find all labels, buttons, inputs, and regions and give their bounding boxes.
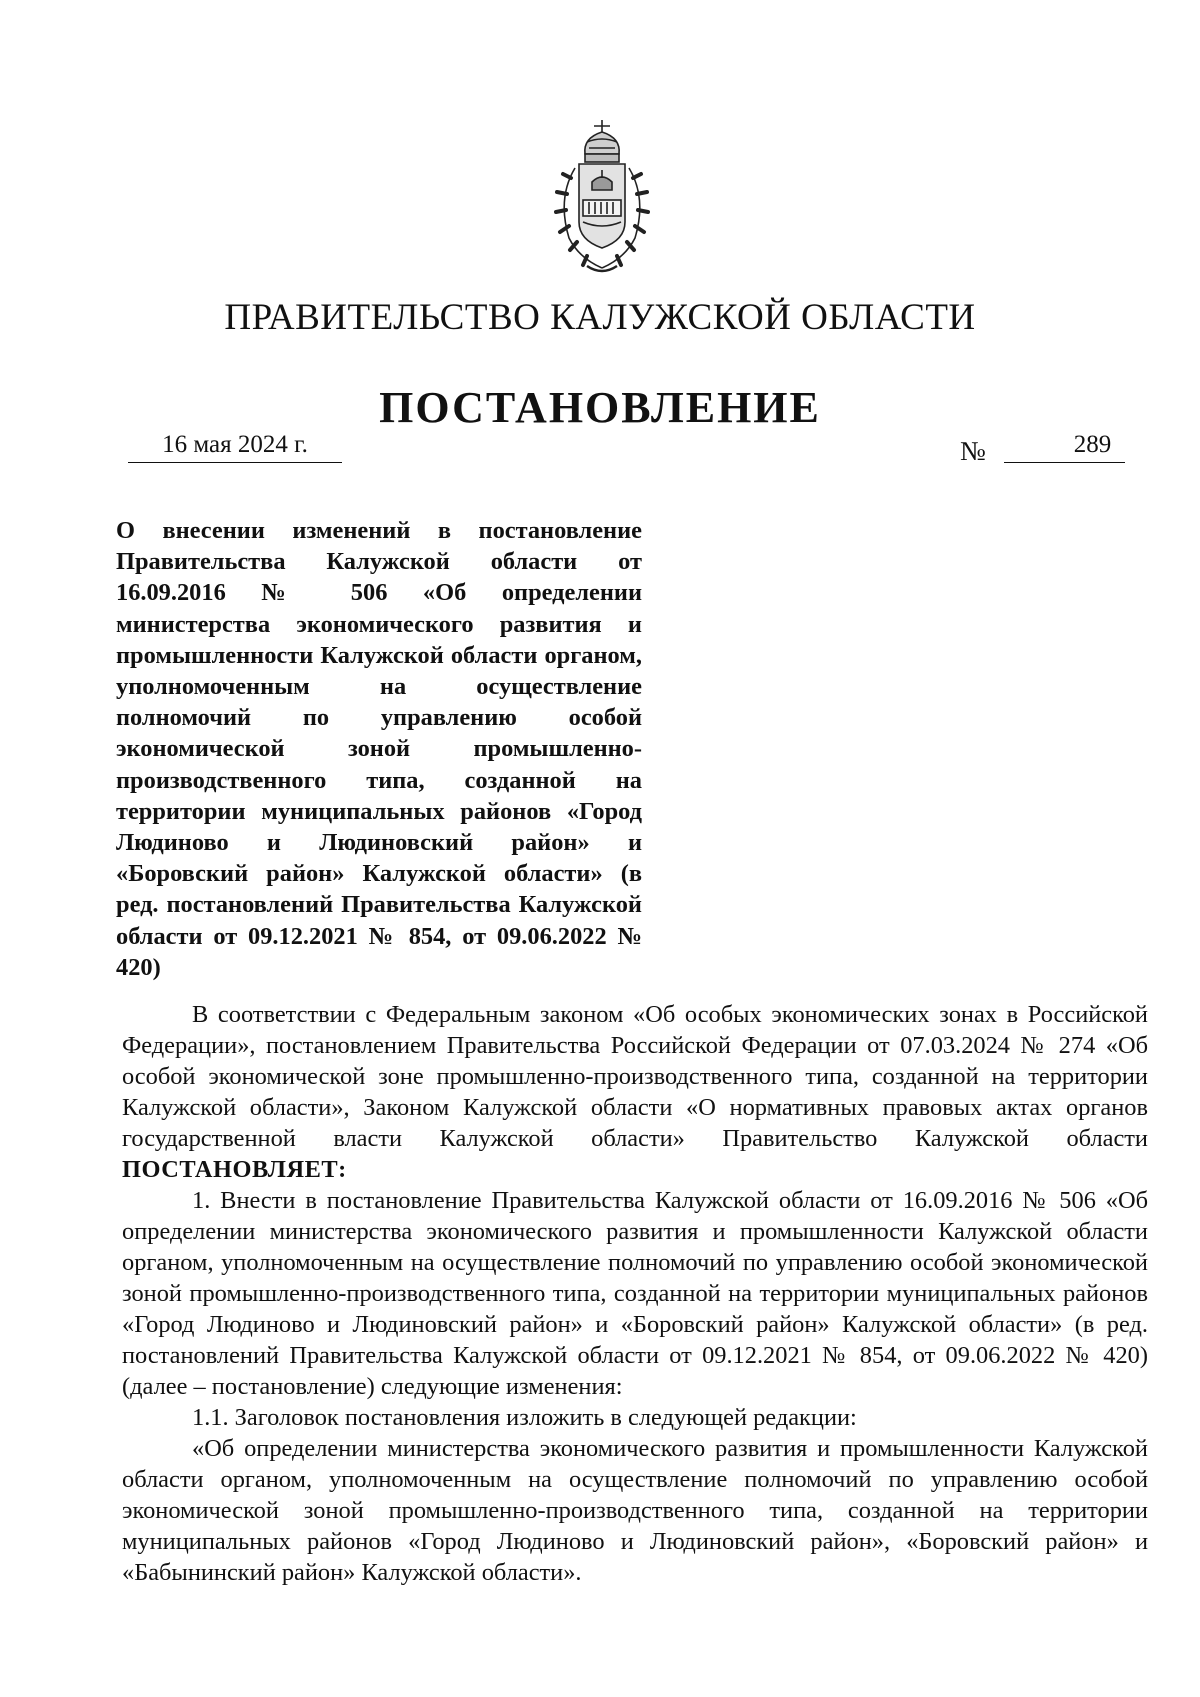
item-1-1-paragraph: 1.1. Заголовок постановления изложить в следующей редакции: — [192, 1404, 857, 1431]
document-number-line — [1004, 428, 1125, 463]
new-title-paragraph: «Об определении министерства экономического развития и промышленности Калужской области органом, уполномоченным на осуществление полномочий по управлению особой экономической зоной промышленно-производственного типа, созданной на территории муниципальных районов «Город Людиново и Людиновский район», «Боровский район» и «Бабынинский район» Калужской области». — [122, 1435, 1148, 1586]
document-type-title: ПОСТАНОВЛЕНИЕ — [379, 383, 821, 432]
preamble-text: В соответствии с Федеральным законом «Об особых экономических зонах в Российской Федерации», постановлением Правительства Российской Федерации от 07.03.2024 № 274 «Об особой экономической зоне промышленно-производственного типа, созданной на территории Калужской области», Законом Калужской области «О нормативных правовых актах органов государственной власти Калужской области» Правительство Калужской области — [122, 1001, 1148, 1152]
preamble-paragraph — [122, 999, 1148, 1185]
organization-title: ПРАВИТЕЛЬСТВО КАЛУЖСКОЙ ОБЛАСТИ — [224, 297, 976, 338]
document-number: 289 — [1073, 431, 1112, 458]
item-1-paragraph: 1. Внести в постановление Правительства Калужской области от 16.09.2016 № 506 «Об определении министерства экономического развития и промышленности Калужской области органом, уполномоченным на осуществление полномочий по управлению особой экономической зоной промышленно-производственного типа, созданной на территории муниципальных районов «Город Людиново и Людиновский район» и «Боровский район» Калужской области» (в ред. постановлений Правительства Калужской области от 09.12.2021 № 854, от 09.06.2022 № 420) (далее – постановление) следующие изменения: — [122, 1187, 1148, 1400]
coat-of-arms-icon — [549, 120, 655, 276]
document-body — [122, 999, 1148, 1588]
document-subject: О внесении изменений в постановление Правительства Калужской области от 16.09.2016 № 506 «Об определении министерства экономического развития и промышленности Калужской области органом, уполномоченным на осуществление полномочий по управлению особой экономической зоной промышленно-производственного типа, созданной на территории муниципальных районов «Город Людиново и Людиновский район» и «Боровский район» Калужской области» (в ред. постановлений Правительства Калужской области от 09.12.2021 № 854, от 09.06.2022 № 420) — [116, 517, 642, 981]
resolves-word: ПОСТАНОВЛЯЕТ: — [122, 1156, 347, 1183]
document-date: 16 мая 2024 г. — [128, 428, 342, 463]
number-sign: № — [960, 436, 986, 466]
